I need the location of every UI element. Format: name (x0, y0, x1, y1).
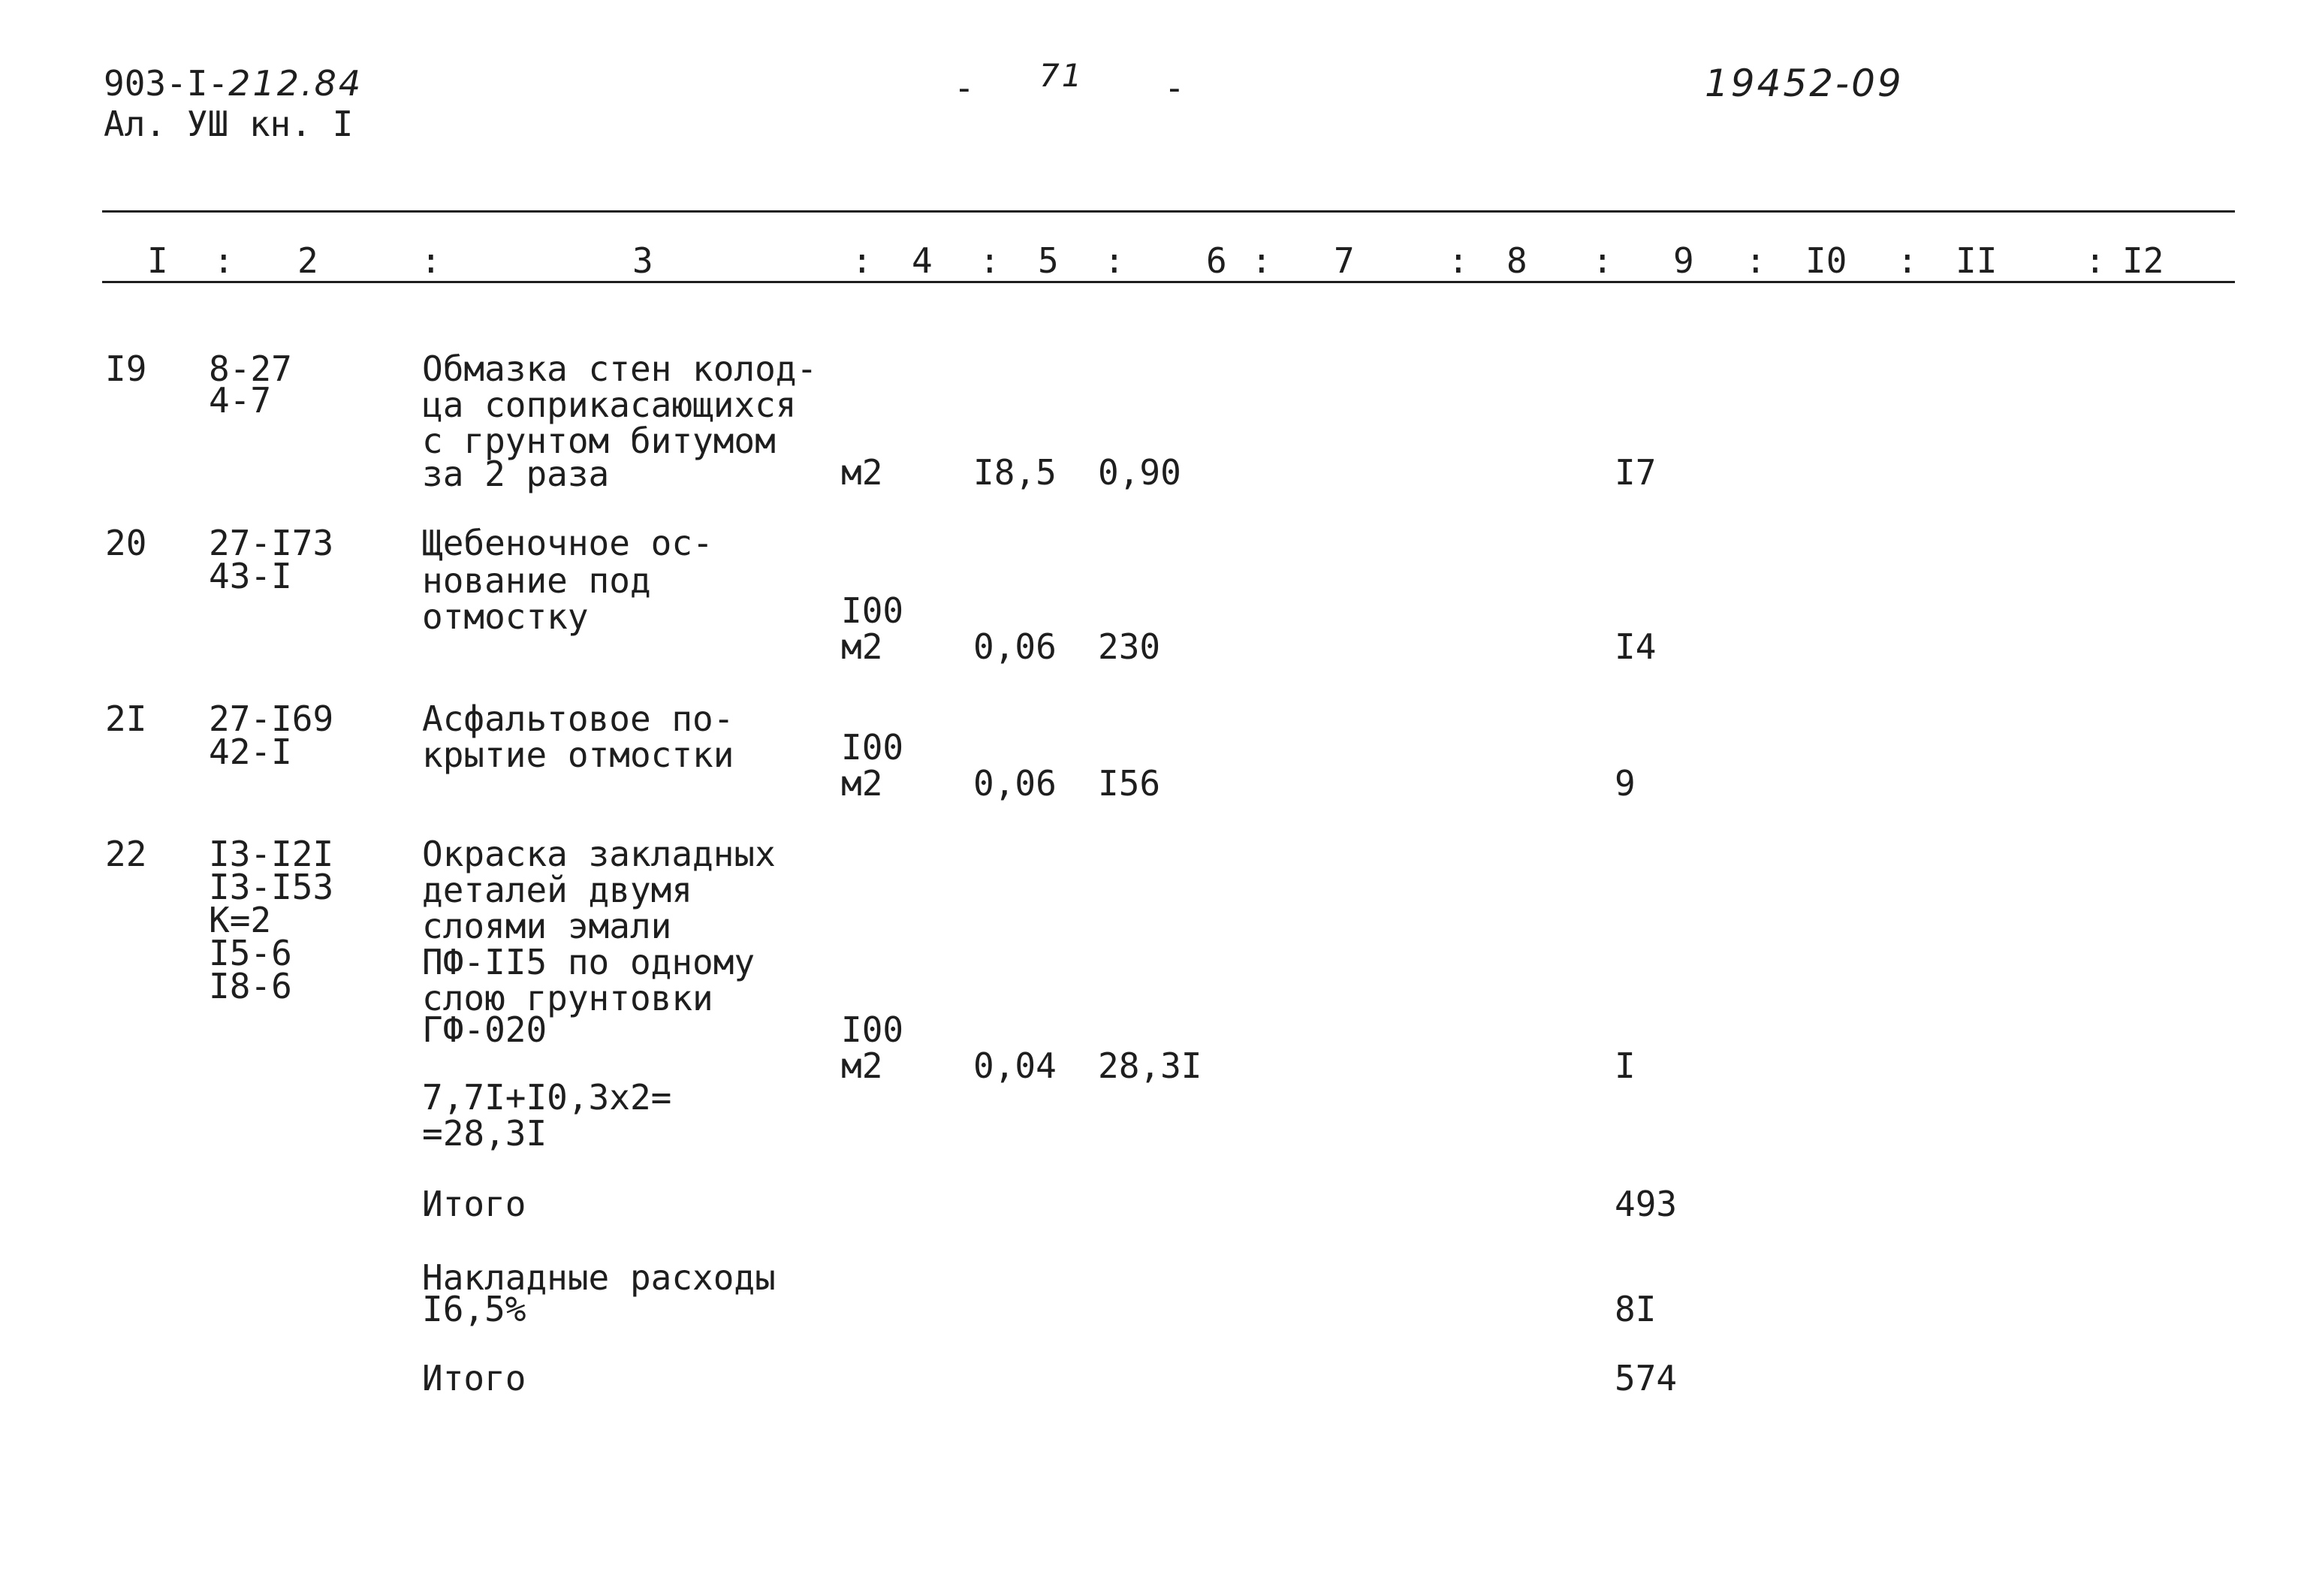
row-total: I7 (1615, 452, 1657, 493)
overhead-label: Накладные расходы (422, 1257, 776, 1298)
column-separator: : (1897, 240, 1918, 281)
page-dash-right: - (1164, 68, 1185, 108)
column-header-9: 9 (1673, 240, 1694, 281)
row-code: I5-6 (209, 933, 292, 973)
row-description: слою грунтовки (422, 978, 713, 1018)
row-unit: м2 (841, 626, 883, 667)
row-description: Обмазка стен колод- (422, 348, 818, 389)
column-header-2: 2 (297, 240, 318, 281)
row-unit-price: 0,90 (1098, 452, 1181, 493)
row-unit: м2 (841, 763, 883, 804)
album-label: Ал. УШ кн. I (104, 104, 354, 144)
column-separator: : (1251, 240, 1272, 281)
total-value: 574 (1615, 1358, 1678, 1398)
row-number: 20 (105, 523, 147, 563)
document-code-handwritten: 212.84 (228, 63, 363, 104)
column-separator: : (979, 240, 1000, 281)
row-description: Окраска закладных (422, 834, 776, 874)
page-number: 71 (1039, 57, 1084, 94)
subtotal-label: Итого (422, 1184, 526, 1224)
row-total: 9 (1615, 763, 1636, 804)
row-quantity: 0,04 (973, 1045, 1057, 1086)
row-code: I3-I53 (209, 867, 334, 907)
row-code: I3-I2I (209, 834, 334, 874)
subtotal-value: 493 (1615, 1184, 1678, 1224)
row-description: нование под (422, 560, 651, 601)
column-header-1: I (147, 240, 168, 281)
row-total: I (1615, 1045, 1636, 1086)
column-separator: : (1745, 240, 1766, 281)
row-description: слоями эмали (422, 906, 672, 946)
column-header-6: 6 (1206, 240, 1227, 281)
row-number: 22 (105, 834, 147, 874)
overhead-rate: I6,5% (422, 1289, 526, 1329)
column-separator: : (213, 240, 234, 281)
row-code: 42-I (209, 732, 292, 772)
column-header-12: I2 (2122, 240, 2164, 281)
row-calculation: 7,7I+I0,3х2= (422, 1077, 672, 1118)
column-separator: : (2085, 240, 2106, 281)
row-code: 27-I69 (209, 698, 334, 739)
row-description: за 2 раза (422, 454, 610, 494)
row-description: деталей двумя (422, 870, 693, 910)
row-quantity: I8,5 (973, 452, 1057, 493)
column-separator: : (1448, 240, 1469, 281)
table-header-rule (102, 281, 2235, 283)
total-label: Итого (422, 1358, 526, 1398)
column-header-10: I0 (1805, 240, 1847, 281)
row-quantity: 0,06 (973, 626, 1057, 667)
document-code-prefix: 903-I- (104, 63, 229, 104)
row-code: 4-7 (209, 380, 272, 421)
row-number: 2I (105, 698, 147, 739)
row-description: с грунтом битумом (422, 421, 776, 461)
column-separator: : (421, 240, 442, 281)
column-separator: : (1104, 240, 1125, 281)
row-code: 43-I (209, 556, 292, 596)
column-header-7: 7 (1334, 240, 1355, 281)
row-unit-price: I56 (1098, 763, 1161, 804)
document-code (104, 65, 363, 102)
row-description: ца соприкасающихся (422, 385, 797, 425)
doc-number: 19452-09 (1705, 62, 1904, 105)
row-unit: I00 (841, 727, 904, 768)
row-code: 27-I73 (209, 523, 334, 563)
row-unit-price: 28,3I (1098, 1045, 1202, 1086)
column-separator: : (1592, 240, 1613, 281)
row-code: 8-27 (209, 348, 292, 389)
row-description: отмостку (422, 596, 589, 637)
row-description: Щебеночное ос- (422, 523, 713, 563)
column-header-11: II (1956, 240, 1998, 281)
row-description: ГФ-020 (422, 1009, 547, 1050)
column-header-4: 4 (912, 240, 933, 281)
row-quantity: 0,06 (973, 763, 1057, 804)
page-dash-left: - (954, 68, 975, 108)
row-code: К=2 (209, 900, 272, 940)
row-description: Асфальтовое по- (422, 698, 734, 739)
row-description: ПФ-II5 по одному (422, 942, 755, 982)
table-top-rule (102, 210, 2235, 213)
column-header-5: 5 (1038, 240, 1059, 281)
column-header-8: 8 (1506, 240, 1527, 281)
row-unit: м2 (841, 452, 883, 493)
overhead-value: 8I (1615, 1289, 1657, 1329)
row-number: I9 (105, 348, 147, 389)
row-description: крытие отмостки (422, 735, 734, 775)
row-unit-price: 230 (1098, 626, 1161, 667)
row-unit: I00 (841, 1009, 904, 1050)
column-separator: : (852, 240, 873, 281)
row-unit: I00 (841, 590, 904, 631)
row-code: I8-6 (209, 966, 292, 1006)
row-unit: м2 (841, 1045, 883, 1086)
row-calculation: =28,3I (422, 1113, 547, 1154)
row-total: I4 (1615, 626, 1657, 667)
column-header-3: 3 (632, 240, 653, 281)
